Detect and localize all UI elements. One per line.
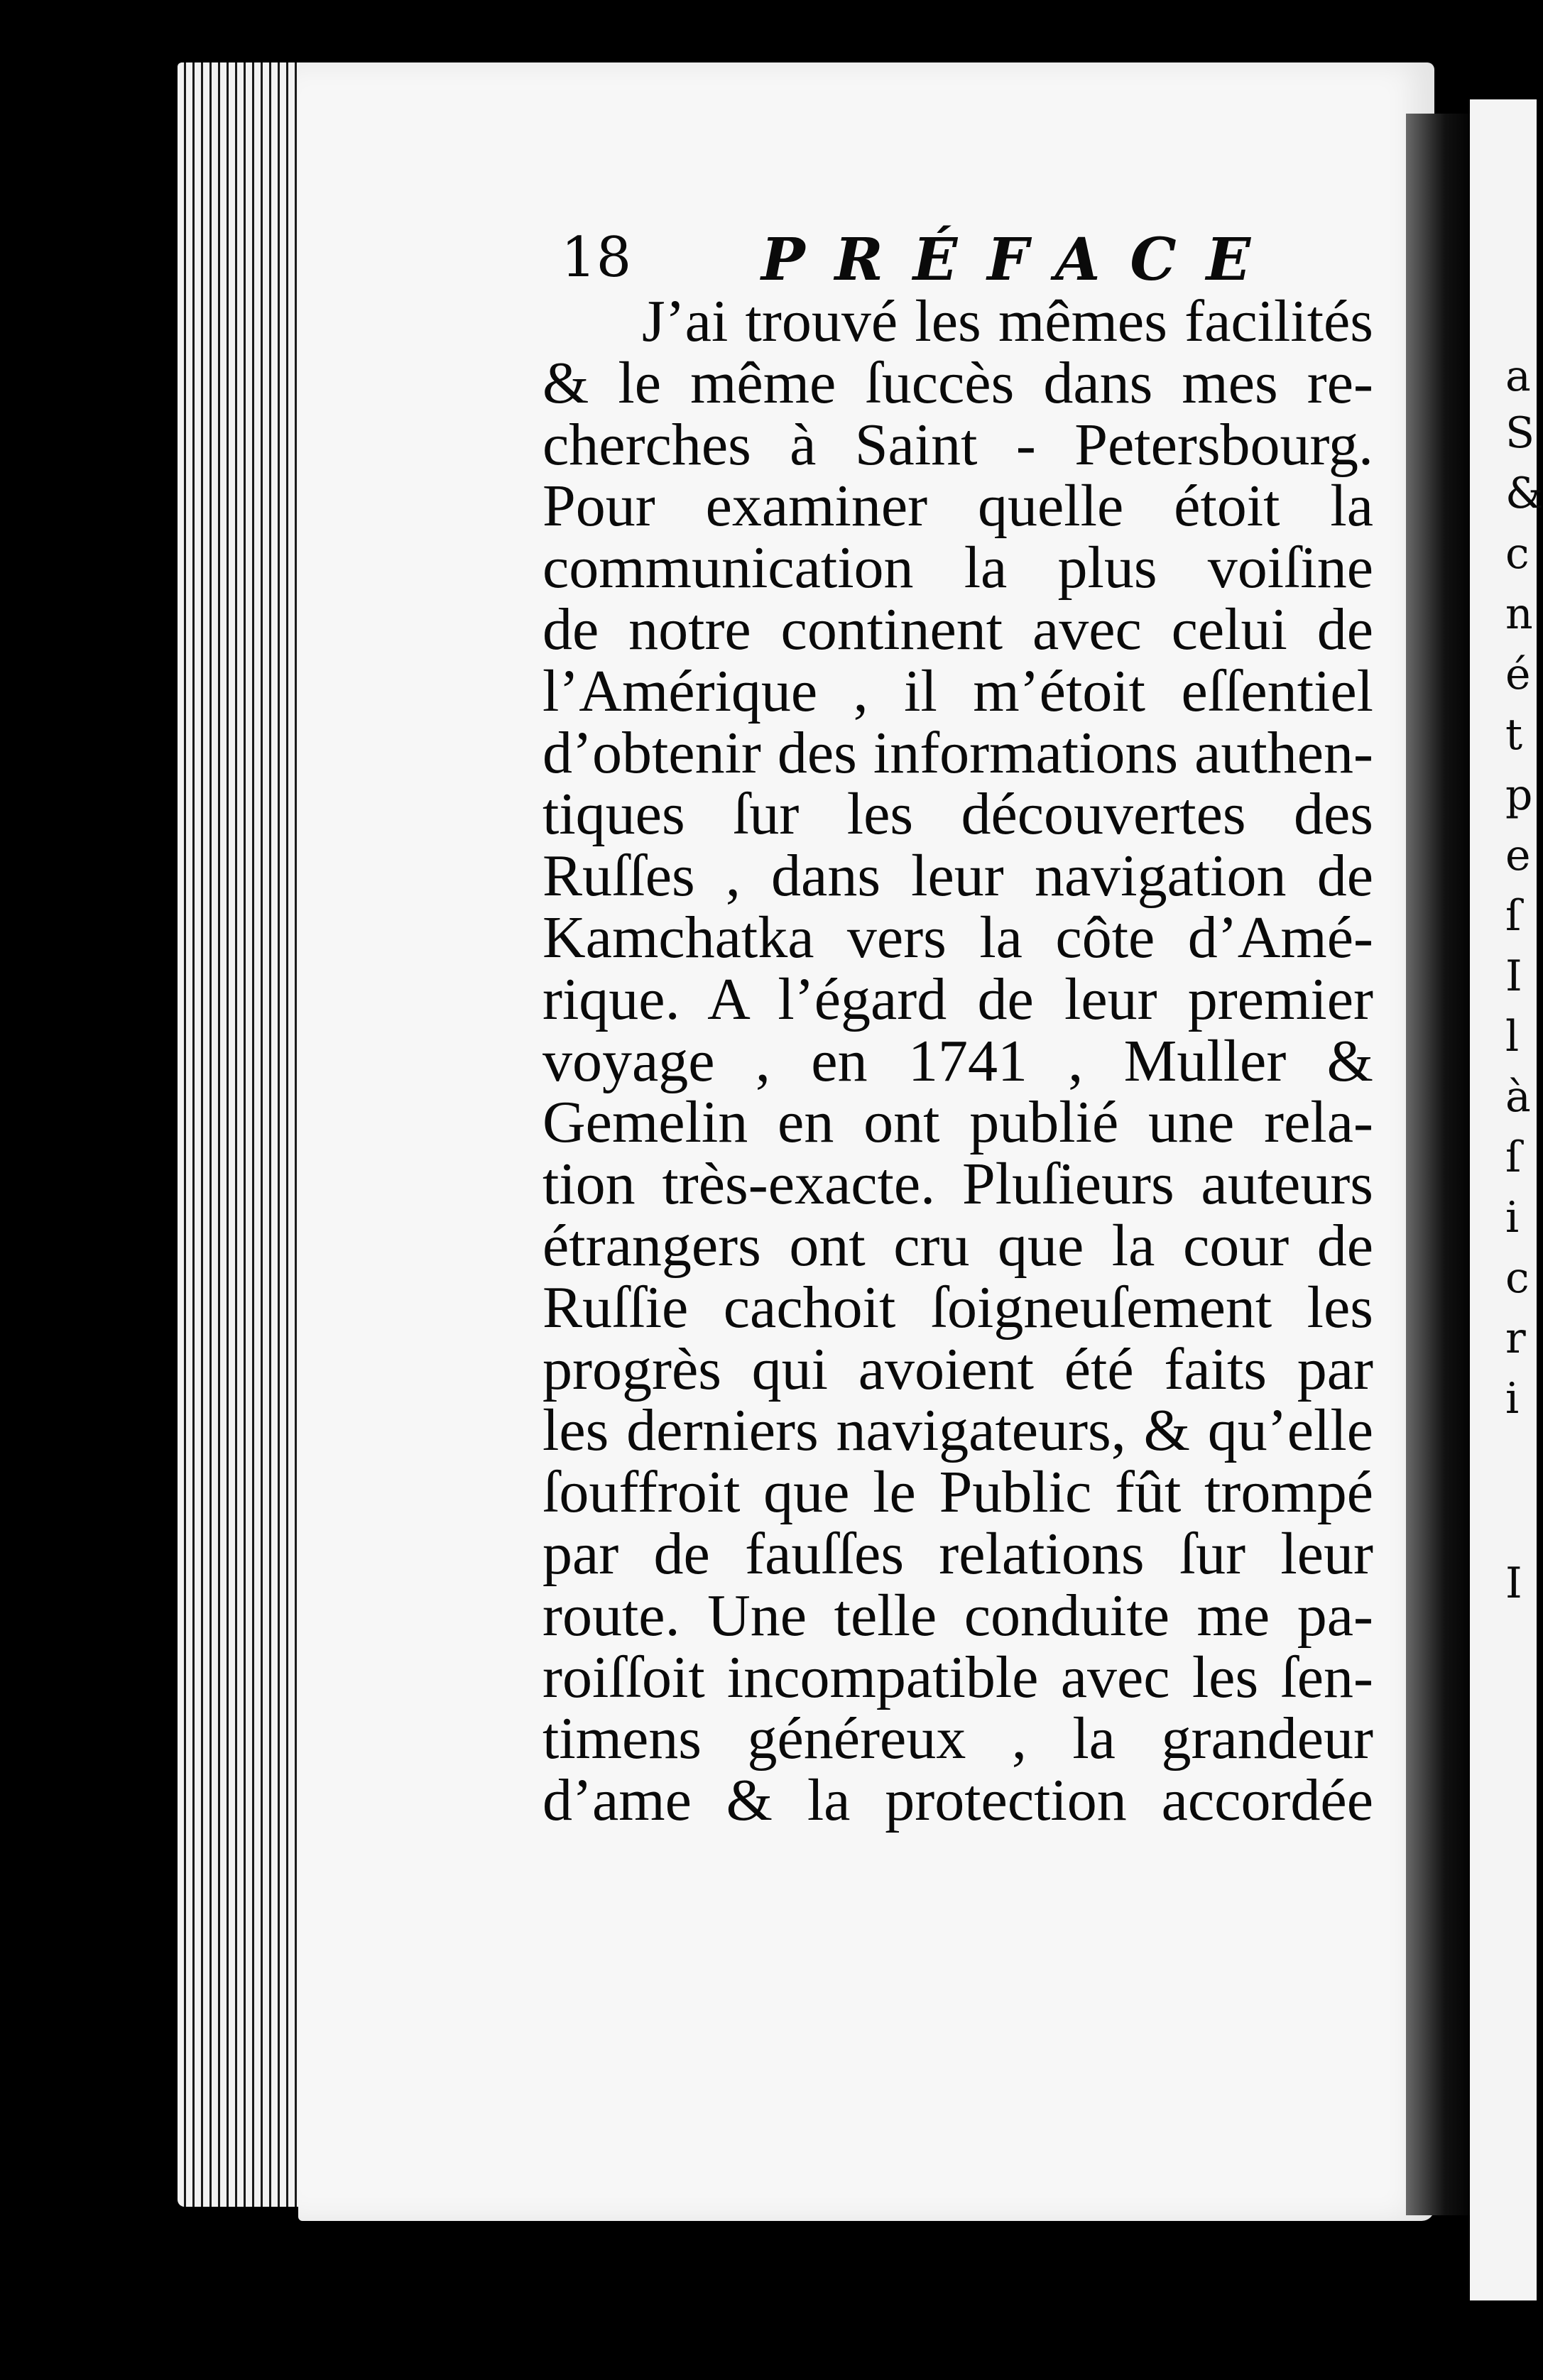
text-line: d’ame & la protection accordée: [542, 1767, 1373, 1834]
facing-fragment: l: [1505, 1012, 1520, 1061]
facing-fragment: S: [1505, 408, 1535, 458]
facing-fragment: ſ: [1505, 1132, 1522, 1182]
text-line: communication la plus voiſine: [542, 535, 1373, 601]
book-gutter: [1406, 114, 1477, 2215]
text-line: Pour examiner quelle étoit la: [542, 473, 1373, 540]
text-line: & le même ſuccès dans mes re-: [542, 349, 1373, 416]
facing-page: [1470, 99, 1543, 2300]
page-edges: [178, 62, 312, 2207]
text-line: voyage , en 1741 , Muller &: [542, 1027, 1373, 1094]
facing-fragment: &: [1505, 469, 1543, 518]
text-line: les derniers navigateurs, & qu’elle: [542, 1397, 1373, 1464]
text-line: par de fauſſes relations ſur leur: [542, 1520, 1373, 1587]
facing-fragment: é: [1505, 650, 1531, 699]
facing-fragment: i: [1505, 1374, 1520, 1424]
text-line: rique. A l’égard de leur premier: [542, 966, 1373, 1032]
text-line: timens généreux , la grandeur: [542, 1705, 1373, 1772]
facing-fragment: t: [1505, 710, 1523, 760]
text-line: tion très-exacte. Pluſieurs auteurs: [542, 1151, 1373, 1218]
facing-fragment: e: [1505, 831, 1531, 880]
facing-fragment: r: [1505, 1314, 1526, 1363]
facing-fragment: I: [1505, 951, 1522, 1001]
facing-fragment: a: [1505, 351, 1531, 401]
text-line: Kamchatka vers la côte d’Amé-: [542, 904, 1373, 971]
page-number: 18: [561, 226, 632, 290]
body-text: [542, 288, 1373, 1834]
running-head: PRÉFACE: [761, 226, 1281, 294]
text-line: route. Une telle conduite me pa-: [542, 1582, 1373, 1649]
facing-fragment: i: [1505, 1193, 1520, 1243]
facing-fragment: I: [1505, 1559, 1522, 1608]
text-line: cherches à Saint - Petersbourg.: [542, 411, 1373, 478]
facing-fragment: n: [1505, 589, 1533, 639]
text-line: Ruſſes , dans leur navigation de: [542, 843, 1373, 910]
facing-fragment: c: [1505, 529, 1530, 579]
text-line: tiques ſur les découvertes des: [542, 781, 1373, 848]
facing-fragment: p: [1505, 770, 1533, 820]
text-line: roiſſoit incompatible avec les ſen-: [542, 1644, 1373, 1710]
text-line: ſouffroit que le Public fût trompé: [542, 1459, 1373, 1526]
text-line: J’ai trouvé les mêmes facilités: [642, 288, 1373, 354]
text-line: progrès qui avoient été faits par: [542, 1336, 1373, 1402]
facing-fragment: ſ: [1505, 891, 1522, 941]
facing-fragment: à: [1505, 1072, 1531, 1122]
text-line: de notre continent avec celui de: [542, 596, 1373, 662]
facing-fragment: c: [1505, 1253, 1530, 1303]
text-line: étrangers ont cru que la cour de: [542, 1212, 1373, 1279]
text-line: Gemelin en ont publié une rela-: [542, 1089, 1373, 1156]
text-line: Ruſſie cachoit ſoigneuſement les: [542, 1274, 1373, 1341]
text-line: d’obtenir des informations authen-: [542, 719, 1373, 786]
text-line: l’Amérique , il m’étoit eſſentiel: [542, 657, 1373, 724]
